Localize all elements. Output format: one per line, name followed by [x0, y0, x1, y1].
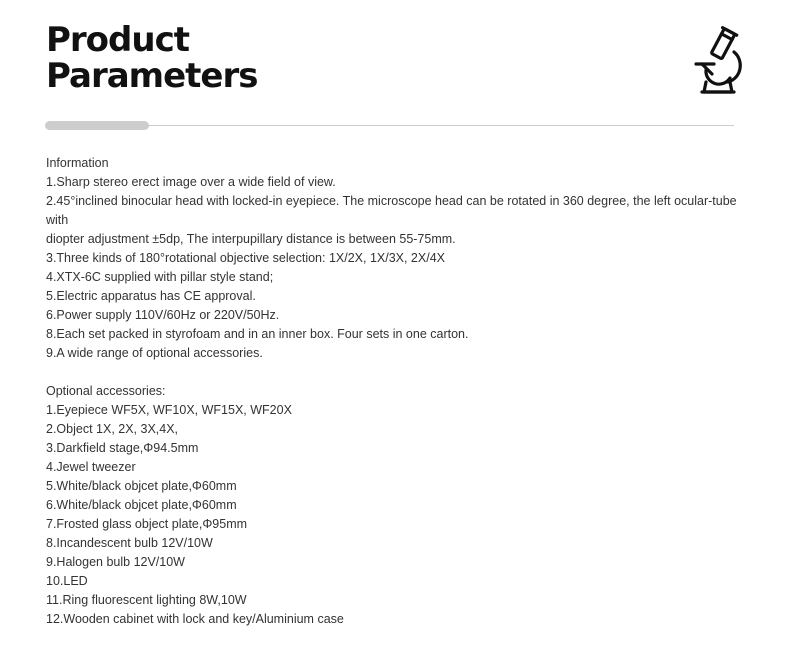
page-title	[46, 22, 257, 94]
information-heading: Information	[46, 156, 109, 170]
accessory-line: 4.Jewel tweezer	[46, 460, 136, 474]
accessory-line: 7.Frosted glass object plate,Φ95mm	[46, 517, 248, 531]
information-line: 6.Power supply 110V/60Hz or 220V/50Hz.	[46, 308, 280, 322]
information-line: 8.Each set packed in styrofoam and in an inner box. Four sets in one carton.	[46, 327, 469, 341]
accessory-line: 12.Wooden cabinet with lock and key/Aluminium case	[46, 612, 344, 626]
accessory-line: 6.White/black objcet plate,Φ60mm	[46, 498, 237, 512]
section-spacer	[46, 363, 756, 382]
microscope-icon	[690, 22, 746, 96]
information-line: 3.Three kinds of 180°rotational objective selection: 1X/2X, 1X/3X, 2X/4X	[46, 251, 445, 265]
information-section	[46, 154, 756, 363]
accessories-heading: Optional accessories:	[46, 384, 166, 398]
divider-line	[46, 125, 734, 126]
information-line: diopter adjustment ±5dp, The interpupillary distance is between 55-75mm.	[46, 232, 456, 246]
information-line: 2.45°inclined binocular head with locked-in eyepiece. The microscope head can be rotated in 360 degree, the left ocular-tube	[46, 194, 737, 208]
accessory-line: 9.Halogen bulb 12V/10W	[46, 555, 185, 569]
accessory-line: 11.Ring fluorescent lighting 8W,10W	[46, 593, 247, 607]
parameters-content	[46, 154, 756, 629]
accessory-line: 3.Darkfield stage,Φ94.5mm	[46, 441, 199, 455]
accessory-line: 2.Object 1X, 2X, 3X,4X,	[46, 422, 179, 436]
accessory-line: 5.White/black objcet plate,Φ60mm	[46, 479, 237, 493]
accessories-section	[46, 382, 756, 629]
accessory-line: 10.LED	[46, 574, 88, 588]
information-line: 1.Sharp stereo erect image over a wide field of view.	[46, 175, 336, 189]
accessory-line: 8.Incandescent bulb 12V/10W	[46, 536, 213, 550]
information-line: 9.A wide range of optional accessories.	[46, 346, 263, 360]
information-line: with	[46, 213, 69, 227]
page-title-line-2: Parameters	[46, 56, 258, 96]
information-line: 5.Electric apparatus has CE approval.	[46, 289, 256, 303]
page-title-line-1: Product	[46, 20, 189, 60]
divider-accent-bar	[45, 121, 149, 130]
information-line: 4.XTX-6C supplied with pillar style stand;	[46, 270, 274, 284]
accessory-line: 1.Eyepiece WF5X, WF10X, WF15X, WF20X	[46, 403, 292, 417]
